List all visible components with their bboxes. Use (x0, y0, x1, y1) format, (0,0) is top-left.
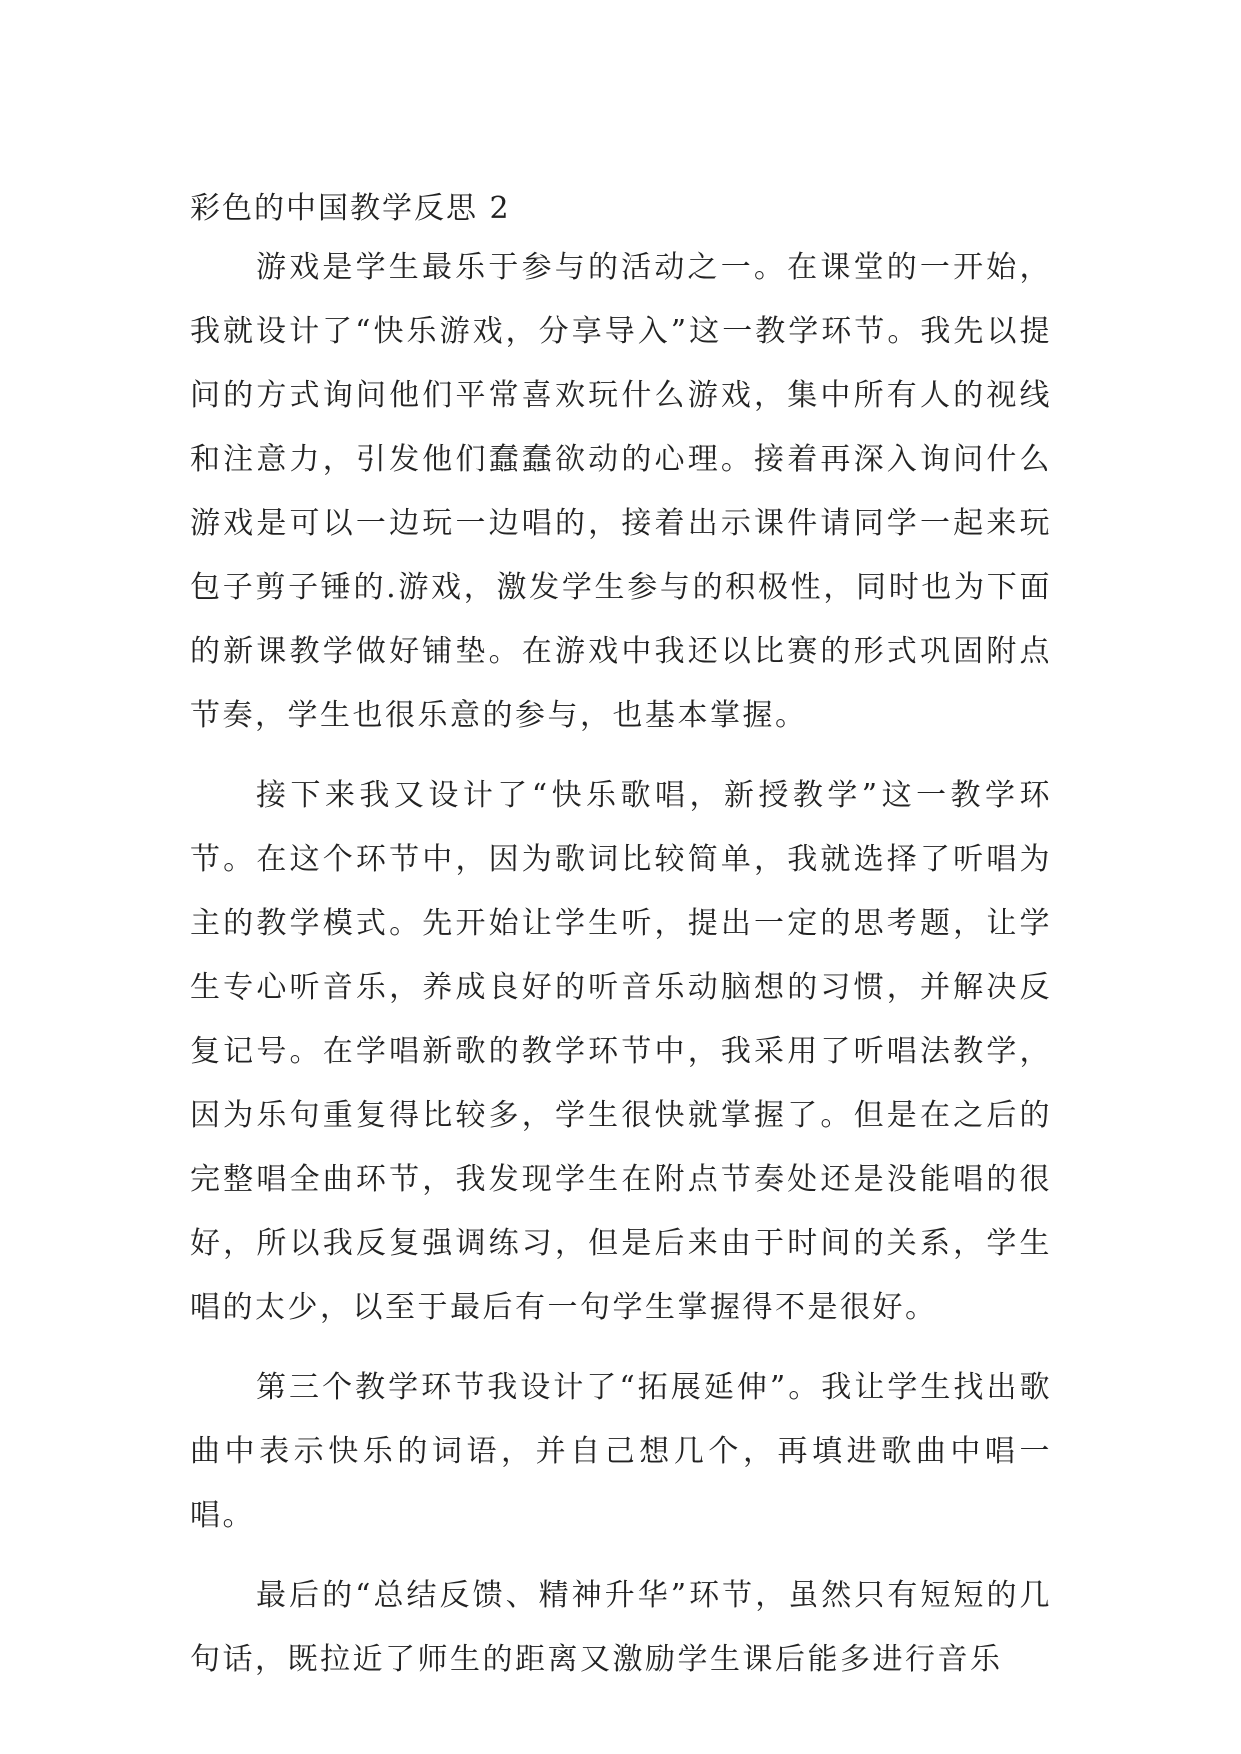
paragraph-singing-teaching: 接下来我又设计了“快乐歌唱，新授教学”这一教学环节。在这个环节中，因为歌词比较简单，我就选择了听唱为主的教学模式。先开始让学生听，提出一定的思考题，让学生专心听音乐，养成良好的听音乐动脑想的习惯，并解决反复记号。在学唱新歌的教学环节中，我采用了听唱法教学，因为乐句重复得比较多，学生很快就掌握了。但是在之后的完整唱全曲环节，我发现学生在附点节奏处还是没能唱的很好，所以我反复强调练习，但是后来由于时间的关系，学生唱的太少，以至于最后有一句学生掌握得不是很好。 (190, 778, 1052, 1325)
document-title: 彩色的中国教学反思 2 (190, 191, 511, 226)
paragraph-summary: 最后的“总结反馈、精神升华”环节，虽然只有短短的几句话，既拉近了师生的距离又激励学生课后能多进行音乐 (190, 1578, 1052, 1677)
paragraph-game-intro: 游戏是学生最乐于参与的活动之一。在课堂的一开始，我就设计了“快乐游戏，分享导入”这一教学环节。我先以提问的方式询问他们平常喜欢玩什么游戏，集中所有人的视线和注意力，引发他们蠢蠢欲动的心理。接着再深入询问什么游戏是可以一边玩一边唱的，接着出示课件请同学一起来玩包子剪子锤的.游戏，激发学生参与的积极性，同时也为下面的新课教学做好铺垫。在游戏中我还以比赛的形式巩固附点节奏，学生也很乐意的参与，也基本掌握。 (190, 250, 1052, 733)
document-body (190, 190, 1052, 1692)
paragraph-extension: 第三个教学环节我设计了“拓展延伸”。我让学生找出歌曲中表示快乐的词语，并自己想几个，再填进歌曲中唱一唱。 (190, 1370, 1052, 1533)
